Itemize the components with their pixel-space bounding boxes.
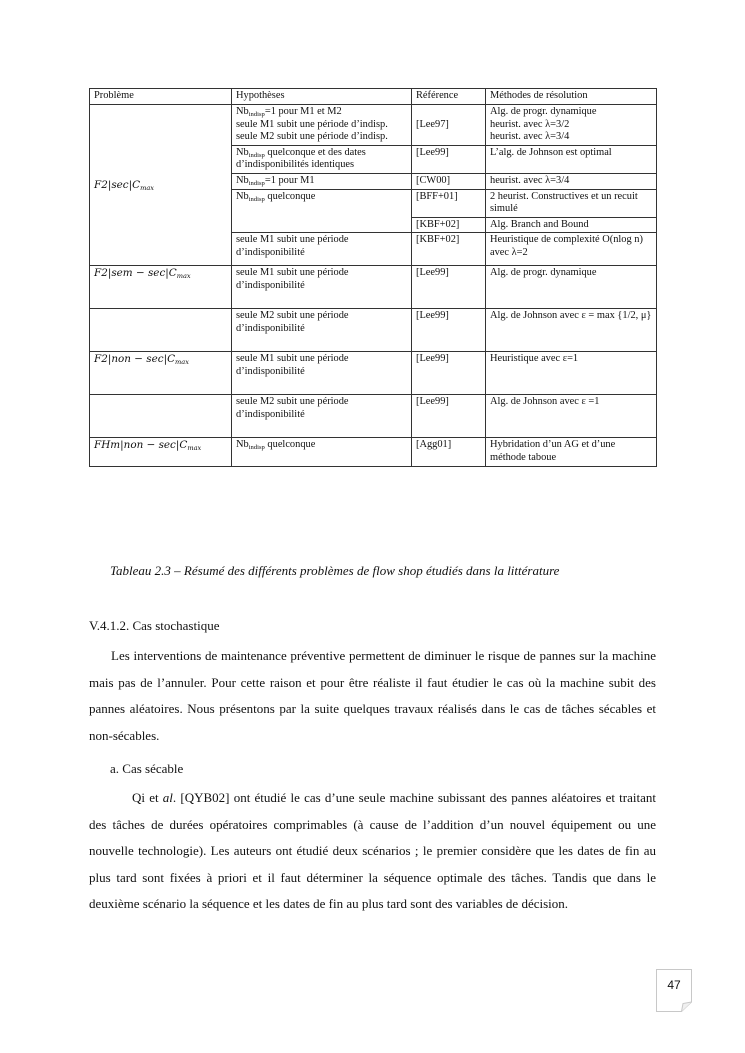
- method-cell: Heuristique de complexité O(nlog n) avec λ=2: [486, 233, 657, 266]
- reference-cell: [Lee99]: [412, 266, 486, 309]
- problem-cell-fhm-non-sec: $FHm|non - \sec|C_{max}$: [90, 438, 232, 466]
- problem-cell-empty: [90, 309, 232, 352]
- hypothesis-cell: seule M2 subit une période d’indisponibilité: [232, 395, 412, 438]
- method-cell: heurist. avec λ=3/4: [486, 173, 657, 189]
- problem-cell-f2-sem-sec: $F2|sem - \sec|C_{max}$: [90, 266, 232, 309]
- table-row: [90, 438, 657, 466]
- hypothesis-cell: $Nb_{indisp}$ quelconque: [232, 438, 412, 466]
- hypothesis-cell: seule M1 subit une période d’indisponibilité: [232, 233, 412, 266]
- reference-cell: [KBF+02]: [412, 233, 486, 266]
- reference-cell: [Lee99]: [412, 145, 486, 173]
- hypothesis-cell: $Nb_{indisp}$ quelconque et des dates d’indisponibilités identiques: [232, 145, 412, 173]
- reference-cell: [Lee99]: [412, 395, 486, 438]
- paragraph-qi: Qi et al. [QYB02] ont étudié le cas d’une seule machine subissant des pannes aléatoires et traitant des tâches de durées opératoires comprimables (à cause de l’addition d’un nouvel équipement ou une nouvelle technologie). Les auteurs ont étudié deux scénarios ; le premier considère que les dates de fin au plus tard sont fixées à priori et il faut déterminer la séquence optimale des tâches. Tandis que dans le deuxième scénario la séquence et les dates de fin au plus tard sont des variables de décision.: [89, 790, 656, 911]
- table-row: [90, 395, 657, 438]
- problem-cell-empty: [90, 395, 232, 438]
- reference-cell: [BFF+01]: [412, 189, 486, 217]
- method-cell: Heuristique avec ε=1: [486, 352, 657, 395]
- table-row: [90, 352, 657, 395]
- header-reference: Référence: [412, 89, 486, 105]
- section-title: V.4.1.2. Cas stochastique: [89, 618, 220, 633]
- hypothesis-cell: seule M1 subit une période d’indisponibilité: [232, 266, 412, 309]
- method-cell: L’alg. de Johnson est optimal: [486, 145, 657, 173]
- method-cell: Hybridation d’un AG et d’une méthode taboue: [486, 438, 657, 466]
- header-methodes: Méthodes de résolution: [486, 89, 657, 105]
- problem-cell-f2-sec: $F2|\sec|C_{max}$: [90, 105, 232, 266]
- table-caption: Tableau 2.3 – Résumé des différents problèmes de flow shop étudiés dans la littérature: [110, 563, 560, 578]
- summary-table: [89, 88, 657, 467]
- page-number: 47: [667, 978, 681, 992]
- method-cell: 2 heurist. Constructives et un recuit simulé: [486, 189, 657, 217]
- problem-cell-f2-non-sec: $F2|non - \sec|C_{max}$: [90, 352, 232, 395]
- reference-cell: [KBF+02]: [412, 217, 486, 233]
- table-row: [90, 266, 657, 309]
- hypothesis-cell: seule M2 subit une période d’indisponibilité: [232, 309, 412, 352]
- hypothesis-cell: seule M1 subit une période d’indisponibilité: [232, 352, 412, 395]
- method-cell: Alg. de progr. dynamique: [486, 266, 657, 309]
- reference-cell: [Lee99]: [412, 309, 486, 352]
- method-cell: Alg. de Johnson avec ε =1: [486, 395, 657, 438]
- page-number-box: [656, 969, 692, 1012]
- table-row: [90, 309, 657, 352]
- table-header-row: [90, 89, 657, 105]
- reference-cell: [Lee99]: [412, 352, 486, 395]
- subsection-title: a. Cas sécable: [110, 761, 184, 776]
- reference-cell: [Agg01]: [412, 438, 486, 466]
- reference-cell: [CW00]: [412, 173, 486, 189]
- hypothesis-cell: $Nb_{indisp}=1$ pour M1 et M2 seule M1 subit une période d’indisp. seule M2 subit une période d’indisp.: [232, 105, 412, 146]
- hypothesis-cell: $Nb_{indisp}=1$ pour M1: [232, 173, 412, 189]
- header-probleme: Problème: [90, 89, 232, 105]
- table-row: [90, 105, 657, 146]
- method-cell: Alg. de progr. dynamique heurist. avec λ=3/2 heurist. avec λ=3/4: [486, 105, 657, 146]
- header-hypotheses: Hypothèses: [232, 89, 412, 105]
- reference-cell: [Lee97]: [412, 105, 486, 146]
- paragraph-intro: Les interventions de maintenance préventive permettent de diminuer le risque de pannes sur la machine mais pas de l’annuler. Pour cette raison et pour être réaliste il faut étudier le cas où la machine subit des pannes aléatoires. Nous présentons par la suite quelques travaux réalisés dans le cas de tâches sécables et non-sécables.: [89, 648, 656, 743]
- hypothesis-cell: $Nb_{indisp}$ quelconque: [232, 189, 412, 233]
- method-cell: Alg. Branch and Bound: [486, 217, 657, 233]
- method-cell: Alg. de Johnson avec ε = max {1/2, μ}: [486, 309, 657, 352]
